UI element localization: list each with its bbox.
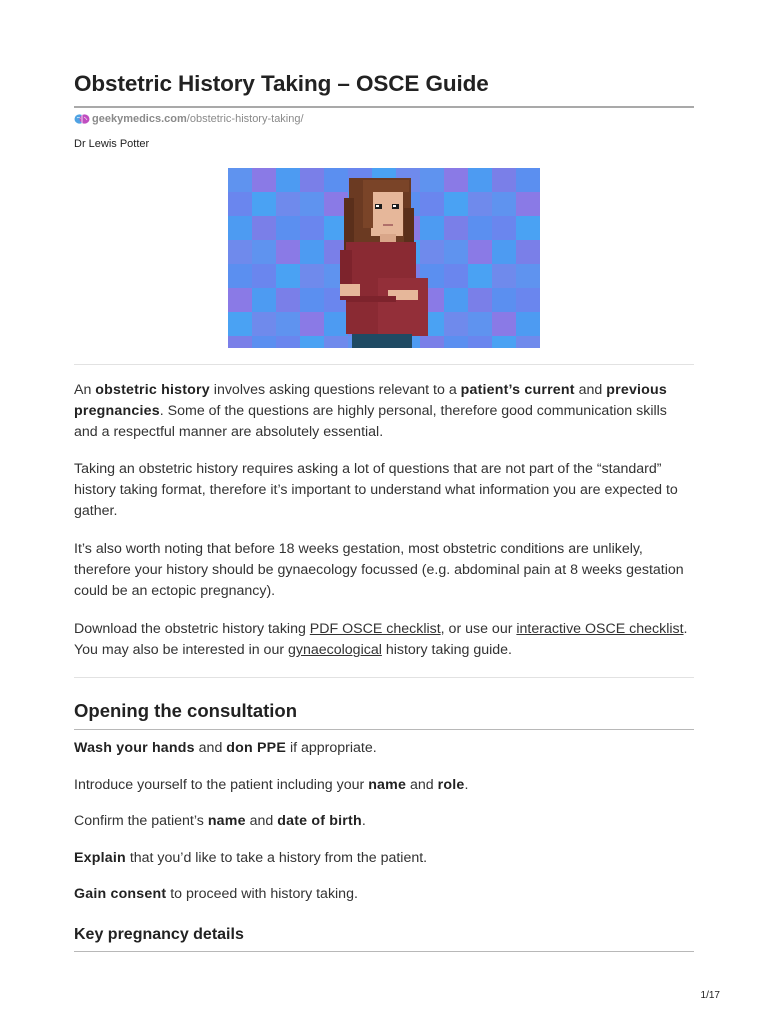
step-gain-consent: Gain consent to proceed with history taking. (74, 886, 358, 902)
intro-paragraph-1: An obstetric history involves asking questions relevant to a patient’s current and previous pregnancies. Some of the questions are highly personal, therefore good communication skills and a respectful manner are absolutely essential. (74, 382, 667, 440)
section-heading-key-pregnancy: Key pregnancy details (74, 926, 244, 943)
page-title: Obstetric History Taking – OSCE Guide (74, 71, 489, 96)
author-name: Dr Lewis Potter (74, 138, 150, 150)
section-divider (74, 677, 694, 678)
source-url[interactable] (74, 113, 304, 125)
gynaecological-guide-link[interactable]: gynaecological (288, 642, 382, 658)
interactive-checklist-link[interactable]: interactive OSCE checklist (516, 621, 684, 637)
intro-paragraph-3: It’s also worth noting that before 18 weeks gestation, most obstetric conditions are unlikely, therefore your history should be gynaecology focussed (e.g. abdominal pain at 8 weeks gestation could be an ectopic pregnancy). (74, 541, 684, 599)
hero-image (228, 168, 540, 348)
page-number: 1/17 (700, 990, 720, 1001)
pdf-checklist-link[interactable]: PDF OSCE checklist (309, 621, 441, 637)
section-divider (74, 364, 694, 365)
intro-paragraph-4: Download the obstetric history taking PDF OSCE checklist, or use our interactive OSCE checklist. You may also be interested in our gynaecological history taking guide. (74, 621, 688, 658)
step-confirm-identity: Confirm the patient’s name and date of birth. (74, 813, 366, 829)
step-explain: Explain that you’d like to take a history from the patient. (74, 850, 428, 866)
section-heading-opening: Opening the consultation (74, 700, 298, 721)
step-introduce: Introduce yourself to the patient including your name and role. (74, 777, 469, 793)
source-domain: geekymedics.com (92, 113, 187, 125)
title-divider (74, 106, 694, 108)
intro-paragraph-2: Taking an obstetric history requires asking a lot of questions that are not part of the “standard” history taking format, therefore it’s important to understand what information you are expected to gather. (74, 461, 678, 519)
heading-divider (74, 729, 694, 730)
step-wash-hands: Wash your hands and don PPE if appropriate. (74, 740, 377, 756)
brain-icon (74, 113, 90, 125)
heading-divider (74, 951, 694, 952)
source-path: /obstetric-history-taking/ (186, 113, 304, 125)
